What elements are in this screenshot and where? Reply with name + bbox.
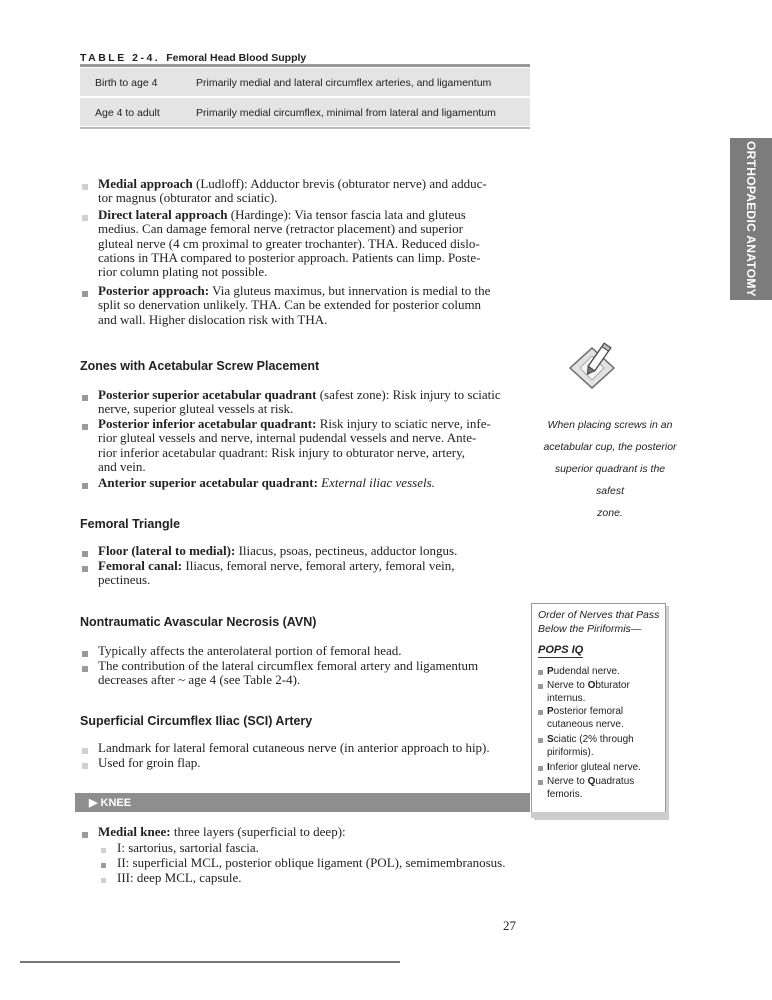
femoral-triangle-heading: Femoral Triangle xyxy=(80,517,181,531)
mnemonic-item xyxy=(547,776,657,801)
bullet-icon xyxy=(538,780,543,785)
item-term: Anterior superior acetabular quadrant: xyxy=(98,475,318,490)
mnemonic-letter: Q xyxy=(587,776,596,787)
femoral-head-blood-supply-table xyxy=(80,68,530,126)
item-text: nerve, superior gluteal vessels at risk. xyxy=(98,401,294,417)
item-text: gluteal nerve (4 cm proximal to greater trochanter). THA. Reduced dislo- xyxy=(98,235,480,251)
item-text: decreases after ~ age 4 (see Table 2-4). xyxy=(98,672,301,688)
tip-line: superior quadrant is the safest xyxy=(554,463,666,497)
bullet-icon xyxy=(538,766,543,771)
item-text: External iliac vessels. xyxy=(317,475,435,490)
mnemonic-pre: Nerve to xyxy=(547,776,588,787)
mnemonic-item xyxy=(547,666,657,679)
mnemonic-rest: bturator internus. xyxy=(547,680,630,704)
sci-item xyxy=(98,756,530,770)
bullet-icon xyxy=(82,483,88,489)
bullet-icon xyxy=(82,748,88,754)
medial-knee-item xyxy=(98,825,530,839)
mnemonic-title: Order of Nerves that Pass Below the Piriformis— xyxy=(538,609,660,635)
item-term: Femoral canal: xyxy=(98,558,183,573)
item-text: rior gluteal vessels and nerve, internal pudendal vessels and nerve. Ante- xyxy=(98,430,477,446)
table-cell-age: Birth to age 4 xyxy=(95,77,158,89)
mnemonic-rest: uadratus femoris. xyxy=(547,776,635,800)
item-text: and wall. Higher dislocation risk with THA. xyxy=(98,311,328,327)
mnemonic-letter: S xyxy=(547,734,554,745)
side-tab-label: ORTHOPAEDIC ANATOMY xyxy=(744,141,758,297)
zone-item xyxy=(98,417,530,474)
sci-heading: Superficial Circumflex Iliac (SCI) Artery xyxy=(80,714,313,728)
bullet-icon xyxy=(82,215,88,221)
sci-item xyxy=(98,741,530,755)
item-term: Direct lateral approach xyxy=(98,207,228,222)
avn-heading: Nontraumatic Avascular Necrosis (AVN) xyxy=(80,615,317,629)
zone-item xyxy=(98,388,530,417)
item-text: Landmark for lateral femoral cutaneous nerve (in anterior approach to hip). xyxy=(98,740,490,755)
knee-section-label xyxy=(89,796,131,809)
mnemonic-item xyxy=(547,680,657,705)
bullet-icon xyxy=(82,651,88,657)
item-term: Posterior approach: xyxy=(98,283,210,298)
item-text: three layers (superficial to deep): xyxy=(170,824,346,839)
knee-section-bar xyxy=(75,793,530,812)
item-text: tor magnus (obturator and sciatic). xyxy=(98,190,278,206)
mnemonic-letter: I xyxy=(547,762,550,773)
mnemonic-letter: P xyxy=(547,666,554,677)
mnemonic-letter: O xyxy=(587,680,596,691)
item-text: Used for groin flap. xyxy=(98,755,201,770)
item-term: Posterior superior acetabular quadrant xyxy=(98,387,317,402)
tip-line: When placing screws in an xyxy=(547,419,673,431)
mnemonic-item xyxy=(547,762,657,775)
item-text: Iliacus, psoas, pectineus, adductor longus. xyxy=(235,543,458,558)
item-text: (Ludloff): Adductor brevis (obturator nerve) and adduc- xyxy=(196,176,487,191)
bullet-icon xyxy=(82,551,88,557)
item-term: Posterior inferior acetabular quadrant: xyxy=(98,416,317,431)
avn-item xyxy=(98,644,530,658)
mnemonic-rest: osterior femoral cutaneous nerve. xyxy=(547,706,624,730)
zone-item xyxy=(98,476,530,490)
item-text: pectineus. xyxy=(98,572,151,588)
item-term: Medial knee: xyxy=(98,824,171,839)
avn-item xyxy=(98,659,530,688)
item-text: Via gluteus maximus, but innervation is medial to the xyxy=(209,283,491,298)
item-text: cations in THA compared to posterior approach. Patients can limp. Poste- xyxy=(98,249,481,265)
table-title: Femoral Head Blood Supply xyxy=(166,52,307,64)
knee-label-text: KNEE xyxy=(100,797,132,809)
mnemonic-name: POPS IQ xyxy=(538,644,584,656)
item-text: Risk injury to sciatic nerve, infe- xyxy=(316,416,491,431)
direct-lateral-approach-item xyxy=(98,208,530,279)
bullet-icon xyxy=(82,424,88,430)
bullet-icon xyxy=(82,763,88,769)
table-cell-supply: Primarily medial circumflex, minimal from lateral and ligamentum xyxy=(196,107,496,119)
mnemonic-item xyxy=(547,734,657,759)
item-text: and vein. xyxy=(98,458,146,474)
posterior-approach-item xyxy=(98,284,530,327)
item-term: Floor (lateral to medial): xyxy=(98,543,236,558)
table-cell-supply: Primarily medial and lateral circumflex arteries, and ligamentum xyxy=(196,77,492,89)
triangle-item xyxy=(98,544,530,558)
mnemonic-rest: udendal nerve. xyxy=(553,666,620,677)
triangle-item xyxy=(98,559,530,588)
mnemonic-item xyxy=(547,706,657,731)
mnemonic-pre: Nerve to xyxy=(547,680,588,691)
item-text: medius. Can damage femoral nerve (retractor placement) and superior xyxy=(98,221,463,237)
mnemonic-box-footer xyxy=(531,812,666,818)
item-text: The contribution of the lateral circumflex femoral artery and ligamentum xyxy=(98,658,479,673)
mnemonic-rest: nferior gluteal nerve. xyxy=(549,762,641,773)
table-label: TABLE 2-4. xyxy=(80,52,161,64)
mnemonic-box xyxy=(531,603,666,817)
item-text: rior inferior acetabular quadrant: Risk injury to obturator nerve, artery, xyxy=(98,444,465,460)
knee-layer: I: sartorius, sartorial fascia. xyxy=(117,840,259,855)
item-text: split so denervation unlikely. THA. Can be extended for posterior column xyxy=(98,297,482,313)
table-caption xyxy=(80,52,306,64)
play-arrow-icon: ▶ xyxy=(89,797,98,809)
bullet-icon xyxy=(538,670,543,675)
table-row xyxy=(80,68,530,96)
bullet-icon xyxy=(101,848,106,853)
table-cell-age: Age 4 to adult xyxy=(95,107,160,119)
tip-line: acetabular cup, the posterior xyxy=(543,441,677,453)
bullet-icon xyxy=(82,184,88,190)
footer-rule xyxy=(20,961,400,963)
item-text: (safest zone): Risk injury to sciatic xyxy=(316,387,501,402)
item-term: Medial approach xyxy=(98,176,193,191)
table-row xyxy=(80,98,530,126)
bullet-icon xyxy=(538,710,543,715)
zones-heading: Zones with Acetabular Screw Placement xyxy=(80,359,320,373)
bullet-icon xyxy=(82,832,88,838)
bullet-icon xyxy=(538,684,543,689)
medial-approach-item xyxy=(98,177,530,206)
bullet-icon xyxy=(82,291,88,297)
item-text: (Hardinge): Via tensor fascia lata and gluteus xyxy=(230,207,466,222)
mnemonic-letter: P xyxy=(547,706,554,717)
mnemonic-rest: ciatic (2% through piriformis). xyxy=(547,734,634,758)
bullet-icon xyxy=(82,666,88,672)
item-text: Iliacus, femoral nerve, femoral artery, femoral vein, xyxy=(182,558,455,573)
tip-text xyxy=(540,414,680,524)
page-number: 27 xyxy=(503,918,516,933)
item-text: Typically affects the anterolateral portion of femoral head. xyxy=(98,643,402,658)
knee-layer: III: deep MCL, capsule. xyxy=(117,870,242,885)
tip-line: zone. xyxy=(597,507,623,519)
bullet-icon xyxy=(82,566,88,572)
bullet-icon xyxy=(101,863,106,868)
bullet-icon xyxy=(101,878,106,883)
item-text: rior column plating not possible. xyxy=(98,264,268,280)
knee-layer: II: superficial MCL, posterior oblique ligament (POL), semimembranosus. xyxy=(117,855,506,870)
pencil-note-icon xyxy=(566,340,618,392)
bullet-icon xyxy=(538,738,543,743)
bullet-icon xyxy=(82,395,88,401)
